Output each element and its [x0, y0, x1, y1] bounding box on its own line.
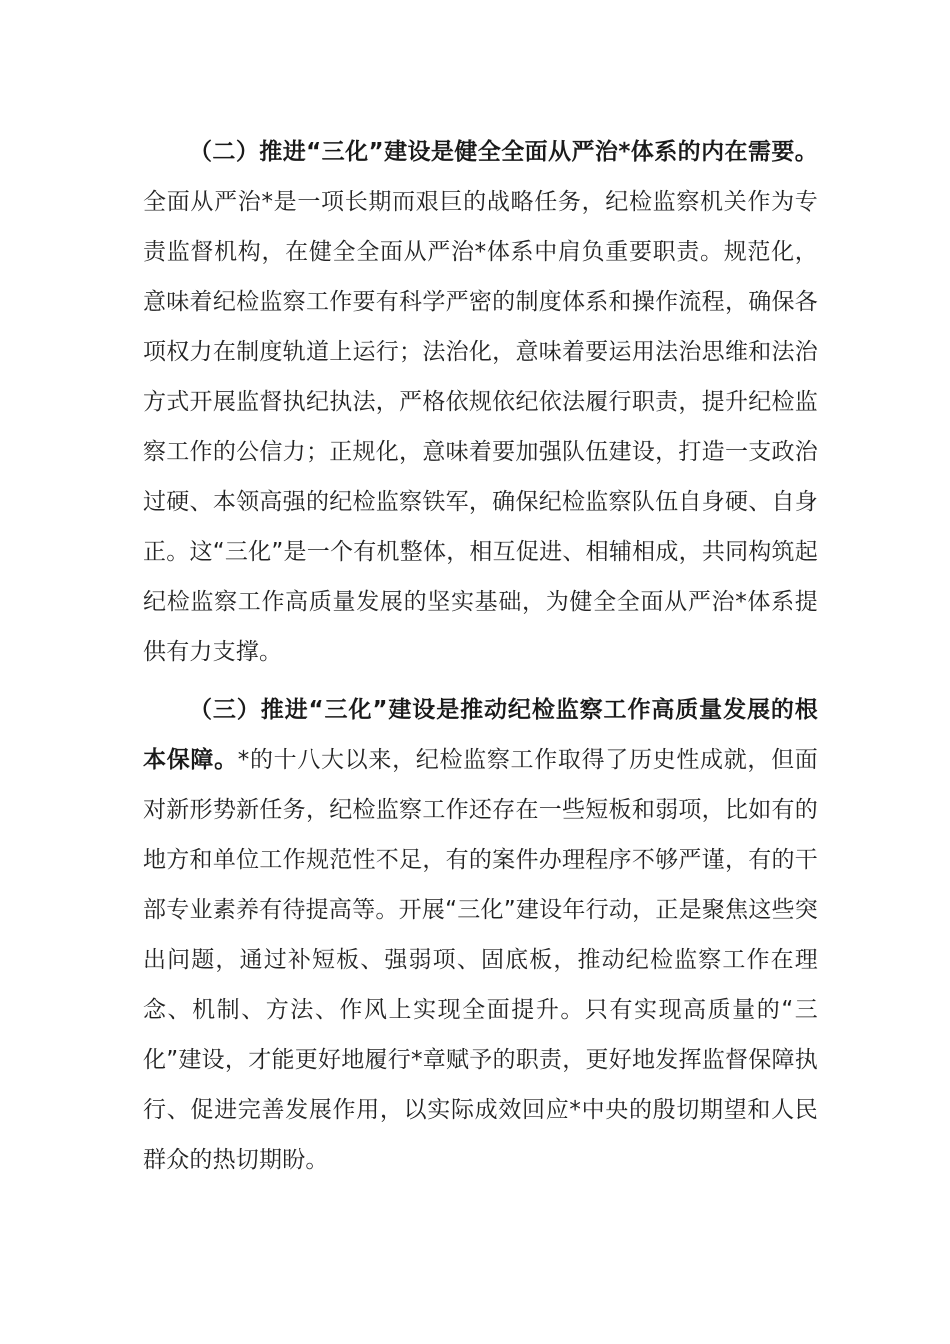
paragraph-heading: （二）推进“三化”建设是健全全面从严治*体系的内在需要。: [189, 139, 818, 165]
paragraph-text: 全面从严治*是一项长期而艰巨的战略任务，纪检监察机关作为专责监督机构，在健全全面从严治*体系中肩负重要职责。规范化，意味着纪检监察工作要有科学严密的制度体系和操作流程，确保各项权力在制度轨道上运行；法治化，意味着要运用法治思维和法治方式开展监督执纪执法，严格依规依纪依法履行职责，提升纪检监察工作的公信力；正规化，意味着要加强队伍建设，打造一支政治过硬、本领高强的纪检监察铁军，确保纪检监察队伍自身硬、自身正。这“三化”是一个有机整体，相互促进、相辅相成，共同构筑起纪检监察工作高质量发展的坚实基础，为健全全面从严治*体系提供有力支撑。: [143, 189, 818, 665]
paragraph-text: *的十八大以来，纪检监察工作取得了历史性成就，但面对新形势新任务，纪检监察工作还存在一些短板和弱项，比如有的地方和单位工作规范性不足，有的案件办理程序不够严谨，有的干部专业素养有待提高等。开展“三化”建设年行动，正是聚焦这些突出问题，通过补短板、强弱项、固底板，推动纪检监察工作在理念、机制、方法、作风上实现全面提升。只有实现高质量的“三化”建设，才能更好地履行*章赋予的职责，更好地发挥监督保障执行、促进完善发展作用，以实际成效回应*中央的殷切期望和人民群众的热切期盼。: [143, 747, 818, 1173]
paragraph-heading: （三）推进“三化”建设是推动纪检监察工作高质量发展的根本保障。: [143, 697, 818, 773]
paragraph-3: [143, 685, 818, 1185]
paragraph-2: [143, 127, 818, 677]
document-body: [143, 127, 818, 1185]
